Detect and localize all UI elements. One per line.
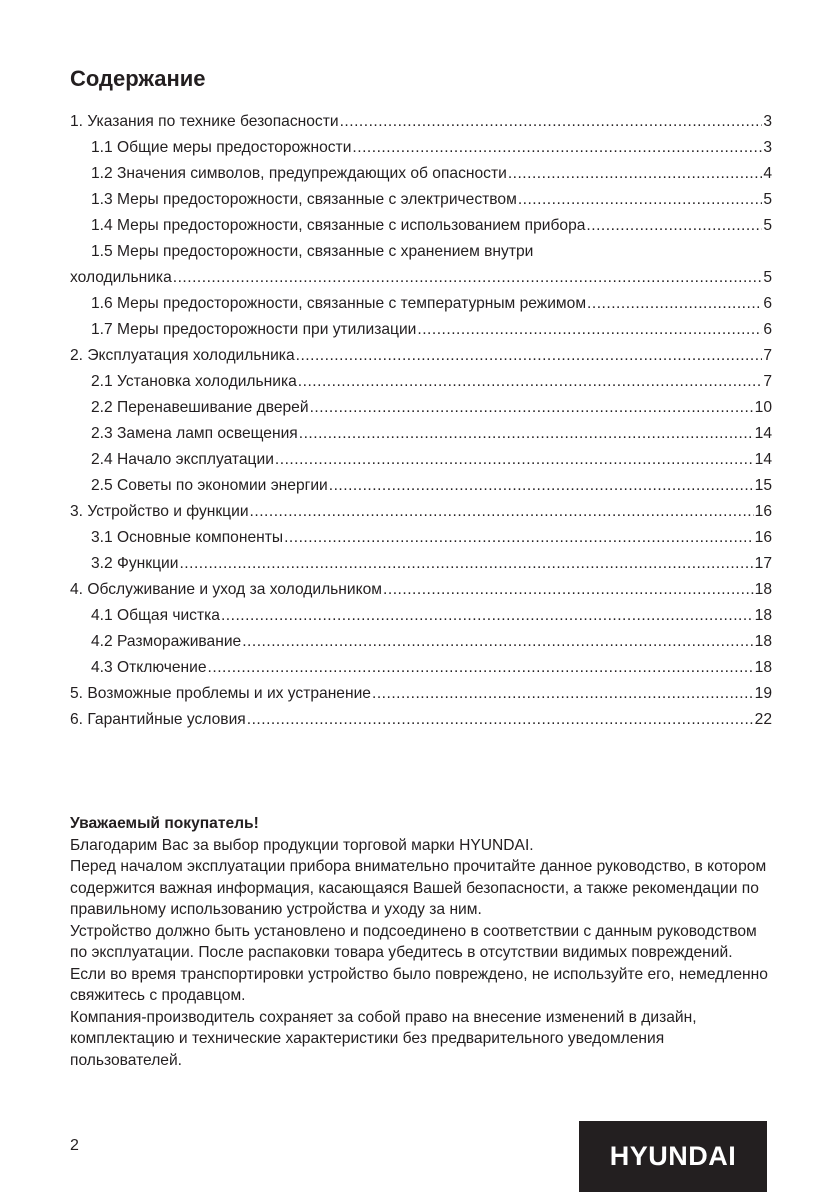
toc-leader-dots (417, 317, 762, 343)
toc-entry-text: 1.2 Значения символов, предупреждающих об опасности (91, 165, 507, 182)
toc-entry-text: 4. Обслуживание и уход за холодильником (70, 581, 383, 598)
toc-leader-dots (275, 447, 754, 473)
toc-entry-page: 6 (763, 321, 772, 338)
toc-entry-text: 6. Гарантийные условия (70, 711, 246, 728)
toc-entry-3[interactable] (70, 499, 772, 525)
toc-entry-3-2[interactable] (70, 551, 772, 577)
toc-entry-1-1[interactable] (70, 135, 772, 161)
toc-entry-text: 1. Указания по технике безопасности (70, 113, 339, 130)
toc-entry-text: 1.4 Меры предосторожности, связанные с использованием прибора (91, 217, 586, 234)
toc-entry-page: 16 (754, 503, 772, 520)
toc-entry-page: 3 (763, 113, 772, 130)
toc-entry-text: 2.1 Установка холодильника (91, 373, 297, 390)
toc-leader-dots (518, 187, 763, 213)
toc-leader-dots (208, 655, 754, 681)
toc-leader-dots (250, 499, 754, 525)
toc-entry-text: 4.2 Размораживание (91, 633, 242, 650)
toc-entry-6[interactable] (70, 707, 772, 733)
toc-entry-page: 15 (754, 477, 772, 494)
toc-entry-page: 7 (763, 373, 772, 390)
toc-entry-page: 4 (763, 165, 772, 182)
toc-leader-dots (296, 343, 763, 369)
toc-entry-page: 16 (754, 529, 772, 546)
toc-leader-dots (173, 265, 763, 291)
toc-entry-text: 2.3 Замена ламп освещения (91, 425, 298, 442)
brand-logo-text: HYUNDAI (609, 1141, 737, 1171)
table-of-contents (70, 109, 772, 733)
toc-entry-page: 22 (754, 711, 772, 728)
toc-entry-1-5[interactable] (70, 239, 772, 265)
toc-entry-text: 1.6 Меры предосторожности, связанные с температурным режимом (91, 295, 587, 312)
toc-entry-page: 5 (763, 191, 772, 208)
toc-leader-dots (247, 707, 754, 733)
toc-entry-1[interactable] (70, 109, 772, 135)
toc-entry-text: 5. Возможные проблемы и их устранение (70, 685, 371, 702)
toc-leader-dots (329, 473, 754, 499)
toc-leader-dots (284, 525, 754, 551)
toc-entry-page: 17 (754, 555, 772, 572)
toc-entry-1-6[interactable] (70, 291, 772, 317)
toc-entry-text: 1.7 Меры предосторожности при утилизации (91, 321, 417, 338)
intro-paragraph: Благодарим Вас за выбор продукции торговой марки HYUNDAI. (70, 836, 534, 854)
toc-leader-dots (221, 603, 754, 629)
toc-leader-dots (586, 213, 762, 239)
intro-greeting: Уважаемый покупатель! (70, 815, 259, 832)
toc-leader-dots (242, 629, 753, 655)
toc-entry-page: 10 (754, 399, 772, 416)
toc-entry-page: 14 (754, 451, 772, 468)
intro-paragraph: Компания-производитель сохраняет за собой право на внесение изменений в дизайн, комплектацию и технические характеристики без предварительного уведомления пользователей. (70, 1008, 697, 1069)
toc-entry-text: холодильника (70, 269, 172, 286)
toc-entry-text: 2.2 Перенавешивание дверей (91, 399, 309, 416)
toc-leader-dots (372, 681, 754, 707)
toc-entry-page: 3 (763, 139, 772, 156)
toc-entry-text: 2.5 Советы по экономии энергии (91, 477, 328, 494)
toc-leader-dots (352, 135, 762, 161)
toc-leader-dots (299, 421, 754, 447)
toc-entry-page: 6 (763, 295, 772, 312)
toc-entry-5[interactable] (70, 681, 772, 707)
toc-entry-2-4[interactable] (70, 447, 772, 473)
toc-leader-dots (298, 369, 763, 395)
toc-leader-dots (587, 291, 762, 317)
toc-entry-page: 18 (754, 607, 772, 624)
intro-paragraph: Устройство должно быть установлено и подсоединено в соответствии с данным руководством по эксплуатации. После распаковки товара убедитесь в отсутствии видимых повреждений. Если во время транспортировки устройство было повреждено, не используйте его, немедленно свяжитесь с продавцом. (70, 922, 768, 1004)
toc-entry-text: 3.2 Функции (91, 555, 179, 572)
toc-entry-text: 4.1 Общая чистка (91, 607, 220, 624)
toc-entry-page: 18 (754, 581, 772, 598)
toc-entry-2[interactable] (70, 343, 772, 369)
toc-leader-dots (383, 577, 754, 603)
toc-entry-4[interactable] (70, 577, 772, 603)
toc-entry-page: 18 (754, 633, 772, 650)
toc-entry-text: 3. Устройство и функции (70, 503, 249, 520)
toc-entry-text: 2. Эксплуатация холодильника (70, 347, 295, 364)
toc-entry-page: 5 (763, 217, 772, 234)
toc-entry-text: 3.1 Основные компоненты (91, 529, 284, 546)
intro-paragraph: Перед началом эксплуатации прибора внимательно прочитайте данное руководство, в котором содержится важная информация, касающаяся Вашей безопасности, а также рекомендации по правильному использованию устройства и уходу за ним. (70, 858, 767, 918)
customer-intro (70, 813, 770, 1071)
toc-entry-text: 1.1 Общие меры предосторожности (91, 139, 352, 156)
toc-entry-4-2[interactable] (70, 629, 772, 655)
toc-entry-2-2[interactable] (70, 395, 772, 421)
toc-entry-4-1[interactable] (70, 603, 772, 629)
toc-entry-page: 7 (763, 347, 772, 364)
toc-entry-1-4[interactable] (70, 213, 772, 239)
toc-entry-page: 14 (754, 425, 772, 442)
toc-entry-page: 5 (763, 269, 772, 286)
toc-leader-dots (508, 161, 763, 187)
toc-entry-3-1[interactable] (70, 525, 772, 551)
toc-entry-text: 1.3 Меры предосторожности, связанные с электричеством (91, 191, 517, 208)
toc-leader-dots (179, 551, 753, 577)
toc-entry-1-3[interactable] (70, 187, 772, 213)
page-number: 2 (70, 1137, 79, 1154)
toc-entry-1-5-continued[interactable] (70, 265, 772, 291)
toc-leader-dots (340, 109, 763, 135)
toc-entry-4-3[interactable] (70, 655, 772, 681)
brand-logo (579, 1121, 767, 1192)
toc-entry-1-2[interactable] (70, 161, 772, 187)
toc-entry-text: 4.3 Отключение (91, 659, 207, 676)
toc-entry-2-5[interactable] (70, 473, 772, 499)
toc-entry-1-7[interactable] (70, 317, 772, 343)
toc-entry-page: 19 (754, 685, 772, 702)
toc-entry-text: 1.5 Меры предосторожности, связанные с хранением внутри (91, 243, 534, 260)
toc-entry-2-3[interactable] (70, 421, 772, 447)
toc-entry-page: 18 (754, 659, 772, 676)
toc-title: Содержание (70, 66, 206, 91)
toc-leader-dots (310, 395, 754, 421)
toc-entry-text: 2.4 Начало эксплуатации (91, 451, 274, 468)
toc-entry-2-1[interactable] (70, 369, 772, 395)
